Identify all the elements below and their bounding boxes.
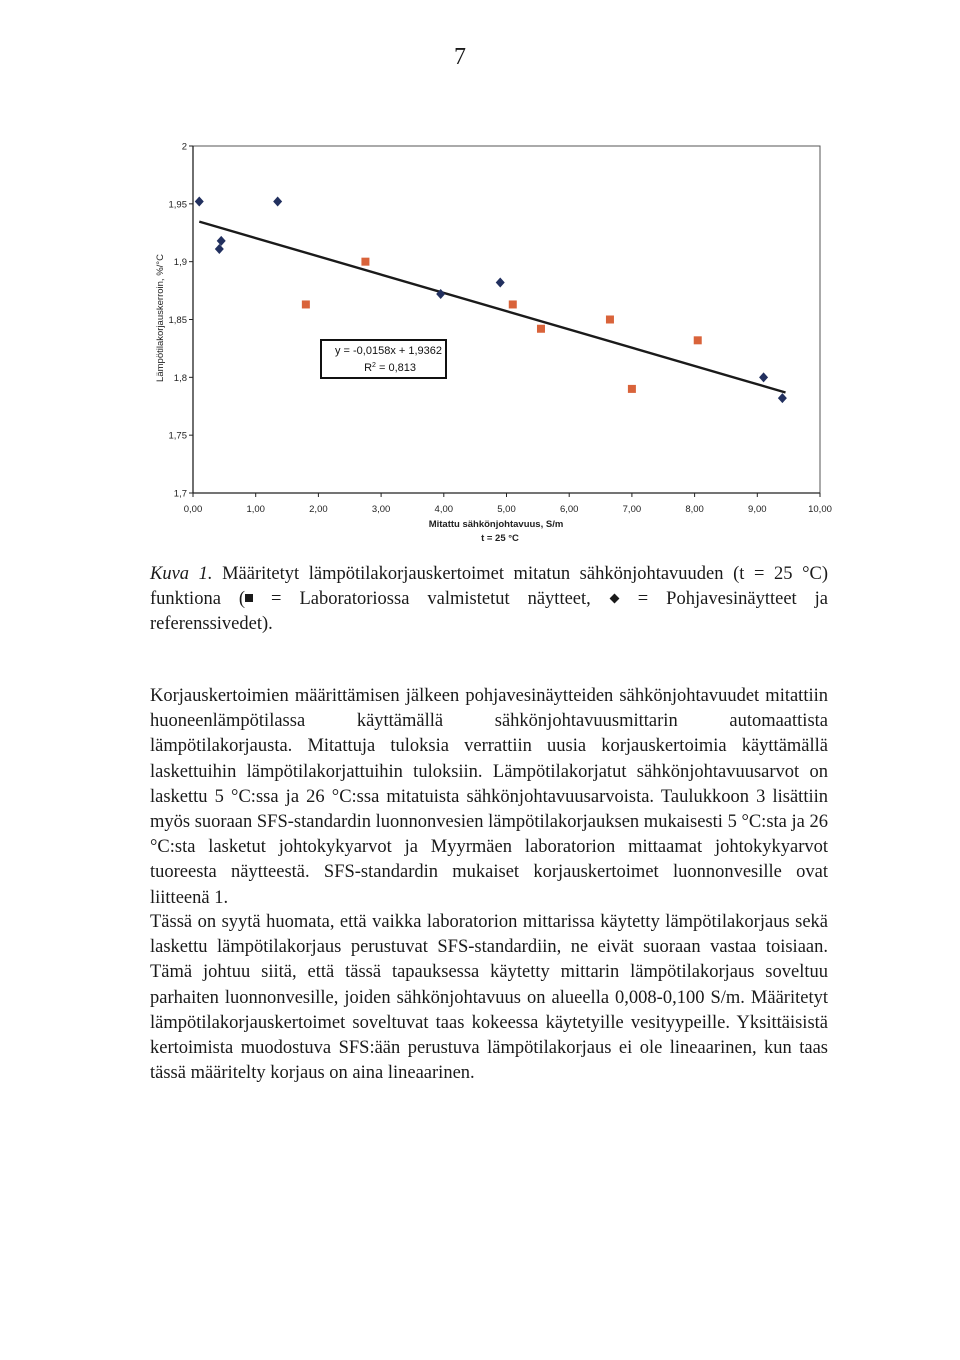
data-points (195, 197, 787, 404)
scatter-chart (0, 0, 960, 560)
caption-text-b: = Laboratoriossa valmistetut näytteet, (253, 589, 609, 609)
x-tick-label: 10,00 (808, 504, 832, 515)
caption-text-a: Määritetyt lämpötilakorjauskertoimet mitatun sähkönjohtavuuden (t = 25 °C) funktiona ( (150, 564, 828, 609)
plot-area-frame (193, 146, 820, 493)
diamond-data-point (778, 393, 787, 403)
x-tick-label: 1,00 (246, 504, 265, 515)
square-data-point (606, 316, 614, 324)
y-tick-label: 1,9 (173, 257, 187, 269)
square-data-point (361, 258, 369, 266)
y-tick-label: 1,75 (168, 430, 187, 442)
y-tick-label: 1,8 (173, 372, 187, 384)
x-axis-subtitle: t = 25 °C (481, 533, 519, 544)
r-squared-value: = 0,813 (375, 362, 416, 374)
trendline-layer (199, 222, 785, 393)
diamond-marker-icon (609, 594, 619, 604)
x-tick-label: 2,00 (309, 504, 328, 515)
square-data-point (302, 300, 310, 308)
x-tick-label: 8,00 (685, 504, 704, 515)
r-squared (364, 362, 416, 374)
body-paragraph-2: Tässä on syytä huomata, että vaikka laboratorion mittarissa käytetty lämpötilakorjaus sekä laskettu lämpötilakorjaus perustuvat SFS-standardiin, ne eivät suoraan vastaa toisiaan. Tämä johtuu siitä, että tässä tapauksessa käytetty mittarin lämpötilakorjaus soveltuu parhaiten luonnonvesille, joiden sähkönjohtavuus on alueella 0,008-0,100 S/m. Määritetyt lämpötilakorjauskertoimet soveltuvat taas kokeessa käytetyille vesityypeille. Yksittäisistä kertoimista muodostuva SFS:ään perustuva lämpötilakorjaus ei ole lineaarinen, kun taas tässä määritelty korjaus on aina lineaarinen. (150, 912, 828, 1084)
figure-caption (150, 562, 828, 637)
x-tick-label: 5,00 (497, 504, 516, 515)
caption-text-c: = Pohjavesinäytteet ja referenssivedet). (150, 589, 829, 634)
figure-label: Kuva 1. (150, 564, 213, 584)
page-number: 7 (454, 44, 466, 70)
equation-box (321, 340, 446, 378)
y-axis-title: Lämpötilakorjauskerroin, %/°C (155, 254, 166, 382)
y-tick-label: 1,85 (168, 315, 187, 326)
diamond-data-point (273, 197, 282, 207)
r-squared-label: R (364, 362, 373, 374)
x-tick-label: 3,00 (371, 504, 391, 515)
diamond-data-point (195, 197, 204, 207)
diamond-data-point (759, 372, 768, 382)
x-tick-label: 9,00 (748, 504, 767, 515)
x-tick-label: 6,00 (559, 504, 579, 515)
diamond-data-point (217, 236, 226, 246)
r-squared-sup: 2 (372, 362, 376, 369)
square-marker-icon (245, 594, 253, 602)
x-tick-label: 7,00 (622, 504, 642, 515)
square-data-point (509, 300, 517, 308)
square-data-point (694, 336, 702, 344)
square-data-point (537, 325, 545, 333)
diamond-data-point (496, 277, 505, 287)
y-tick-label: 1,7 (173, 488, 187, 500)
diamond-data-point (215, 244, 224, 254)
x-tick-label: 0,00 (183, 504, 203, 515)
y-tick-label: 1,95 (168, 199, 187, 211)
body-paragraph-1: Korjauskertoimien määrittämisen jälkeen pohjavesinäytteiden sähkönjohtavuudet mitattiin huoneenlämpötilassa käyttämällä sähkönjohtavuusmittarin automaattista lämpötilakorjausta. Mitattuja tuloksia verrattiin uusia korjauskertoimia käyttämällä laskettuihin lämpötilakorjattuihin tuloksiin. Lämpötilakorjatut sähkönjohtavuusarvot on laskettu 5 °C:ssa ja 26 °C:ssa mitatuista sähkönjohtavuusarvoista. Taulukkoon 3 lisättiin myös suoraan SFS-standardin luonnonvesien lämpötilakorjauksen mukaisesti 5 °C:sta ja 26 °C:sta lasketut johtokykyarvot ja Myyrmäen laboratorion mittaamat johtokykyarvot tuoreesta näytteestä. SFS-standardin mukaiset korjauskertoimet luonnonvesille ovat liitteenä 1. (150, 686, 828, 908)
trendline (199, 222, 785, 393)
square-data-point (628, 385, 636, 393)
trend-equation: y = -0,0158x + 1,9362 (334, 345, 442, 357)
x-tick-label: 4,00 (434, 504, 454, 515)
x-axis-title: Mitattu sähkönjohtavuus, S/m (428, 519, 564, 530)
chart-axes (169, 142, 832, 516)
y-tick-label: 2 (181, 141, 187, 153)
